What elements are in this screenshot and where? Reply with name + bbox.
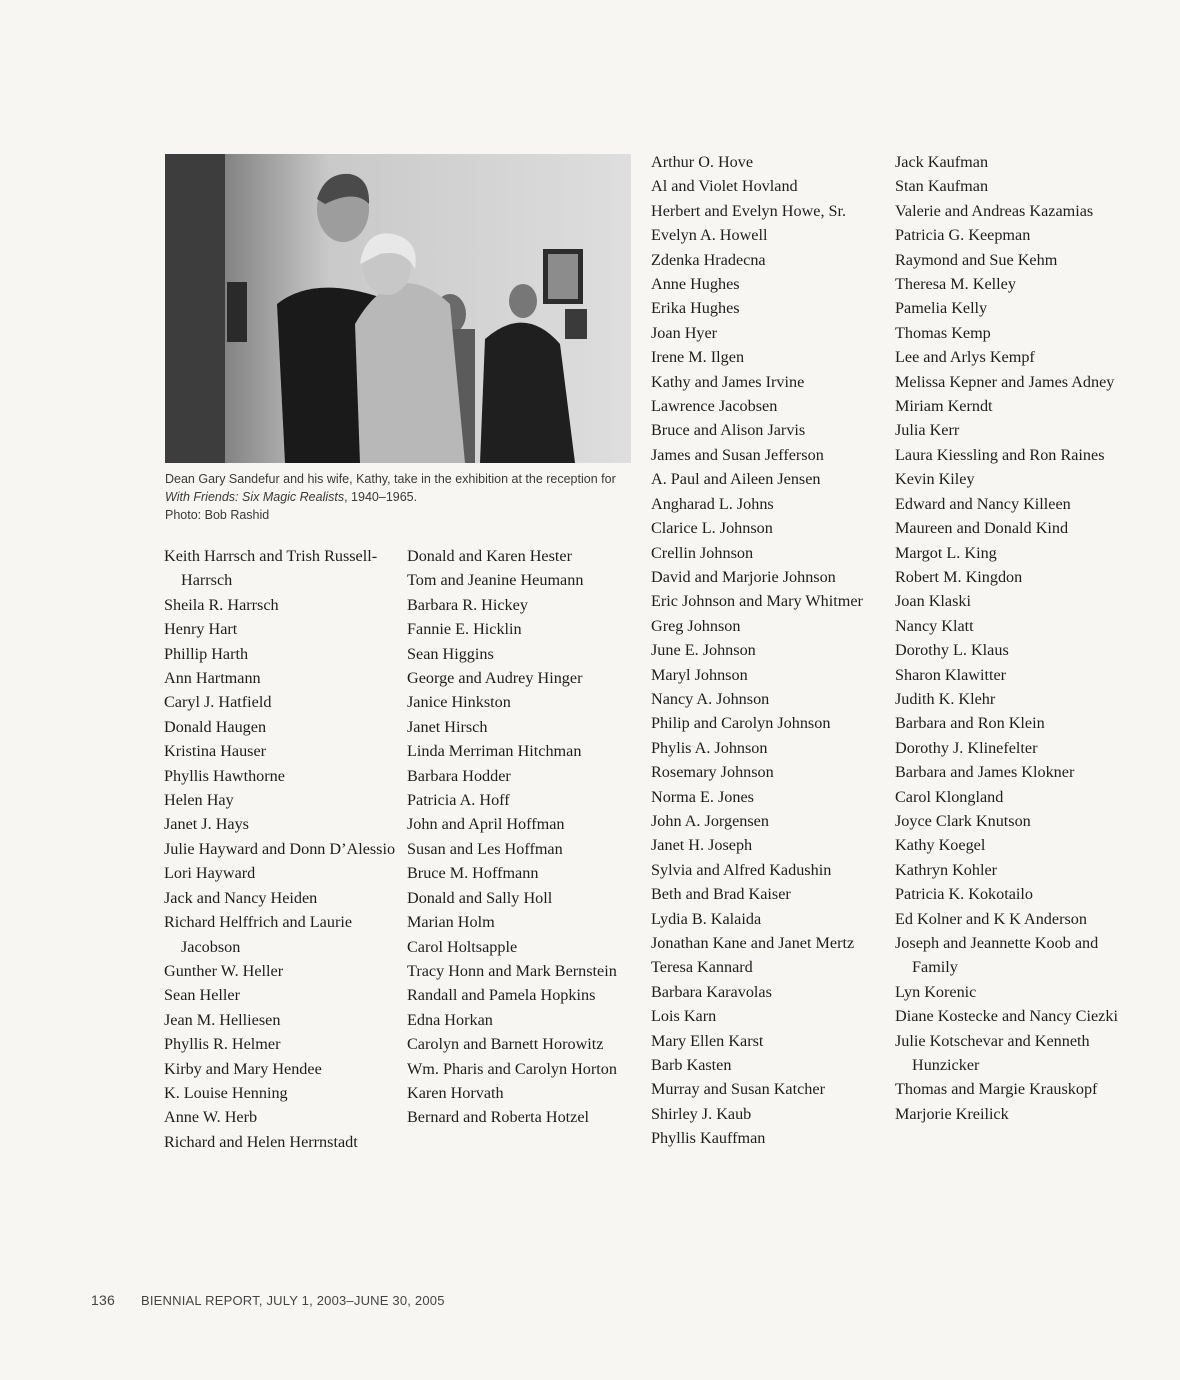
exhibition-title: With Friends: Six Magic Realists [165,490,345,504]
donor-name: Randall and Pamela Hopkins [407,986,596,1005]
donor-name: Angharad L. Johns [651,494,774,513]
donor-name: Sheila R. Harrsch [164,595,279,614]
donor-column-1 [164,544,404,1154]
donor-name: Herbert and Evelyn Howe, Sr. [651,201,847,220]
donor-name: A. Paul and Aileen Jensen [651,470,821,489]
donor-name: Stan Kaufman [895,177,989,196]
donor-name: Mary Ellen Karst [651,1031,764,1050]
donor-name: Ann Hartmann [164,669,261,688]
donor-name: Lois Karn [651,1007,717,1026]
donor-name: Judith K. Klehr [895,689,996,708]
donor-name: Kirby and Mary Hendee [164,1059,322,1078]
donor-name: Norma E. Jones [651,787,754,806]
donor-name: Edward and Nancy Killeen [895,494,1071,513]
donor-name: Valerie and Andreas Kazamias [895,201,1094,220]
donor-name: Arthur O. Hove [651,153,754,171]
donor-name: Evelyn A. Howell [651,226,768,245]
donor-name: Carol Holtsapple [407,937,518,956]
page-footer [91,1292,445,1308]
donor-name: Wm. Pharis and Carolyn Horton [407,1059,617,1078]
donor-name: Bruce and Alison Jarvis [651,421,806,440]
page-number: 136 [91,1292,115,1308]
donor-name: Anne W. Herb [164,1108,258,1127]
donor-name: Barb Kasten [651,1056,732,1075]
donor-name: Lee and Arlys Kempf [895,348,1035,367]
donor-name: Sharon Klawitter [895,665,1007,684]
donor-name: Richard Helffrich and Laurie Jacobson [164,913,353,956]
donor-name: Robert M. Kingdon [895,567,1023,586]
donor-name: Bruce M. Hoffmann [407,864,539,883]
donor-name: Richard and Helen Herrnstadt [164,1132,358,1151]
donor-name: Keith Harrsch and Trish Russell-Harrsch [164,547,378,590]
donor-name: Carolyn and Barnett Horowitz [407,1035,604,1054]
donor-name: Carol Klongland [895,787,1004,806]
donor-name: Erika Hughes [651,299,740,318]
donor-name: Kevin Kiley [895,470,975,489]
donor-name: Zdenka Hradecna [651,250,766,269]
donor-name: Teresa Kannard [651,958,753,977]
donor-name: Linda Merriman Hitchman [407,742,582,761]
donor-name: Crellin Johnson [651,543,754,562]
donor-name: Caryl J. Hatfield [164,693,272,712]
donor-name: Edna Horkan [407,1010,493,1029]
donor-name: Clarice L. Johnson [651,519,773,538]
donor-name: Jack and Nancy Heiden [164,888,318,907]
donor-name: Phyllis Kauffman [651,1129,766,1148]
donor-name: Melissa Kepner and James Adney [895,372,1115,391]
donor-name: Nancy A. Johnson [651,689,770,708]
donor-name: Donald Haugen [164,717,267,736]
donor-name: Tom and Jeanine Heumann [407,571,584,590]
donor-name: John and April Hoffman [407,815,565,834]
donor-name: Phillip Harth [164,644,249,663]
exhibition-photo [165,154,631,463]
donor-name: Beth and Brad Kaiser [651,885,791,904]
donor-name: Gunther W. Heller [164,961,284,980]
donor-name: Margot L. King [895,543,997,562]
donor-name: Thomas Kemp [895,323,991,342]
donor-name: Donald and Sally Holl [407,888,553,907]
donor-name: Barbara Hodder [407,766,511,785]
donor-name: Shirley J. Kaub [651,1104,752,1123]
donor-name: Dorothy J. Klinefelter [895,738,1038,757]
donor-name: James and Susan Jefferson [651,445,824,464]
donor-name: Karen Horvath [407,1083,504,1102]
donor-name: Pamelia Kelly [895,299,988,318]
caption-text: Dean Gary Sandefur and his wife, Kathy, take in the exhibition at the reception for [165,472,616,486]
donor-name: Patricia A. Hoff [407,791,510,810]
donor-name: Donald and Karen Hester [407,547,572,565]
donor-name: Kristina Hauser [164,742,267,761]
donor-column-4 [895,150,1140,1126]
donor-name: Barbara Karavolas [651,982,772,1001]
donor-name: Jean M. Helliesen [164,1010,281,1029]
donor-name: Joyce Clark Knutson [895,811,1031,830]
photo-credit: Photo: Bob Rashid [165,508,270,522]
donor-name: Janice Hinkston [407,693,511,712]
donor-name: Tracy Honn and Mark Bernstein [407,961,617,980]
donor-name: Joan Klaski [895,592,971,611]
donor-name: George and Audrey Hinger [407,669,583,688]
donor-name: June E. Johnson [651,641,756,660]
donor-name: Ed Kolner and K K Anderson [895,909,1087,928]
donor-name: Sylvia and Alfred Kadushin [651,860,832,879]
donor-name: Helen Hay [164,791,234,810]
donor-name: Maryl Johnson [651,665,748,684]
donor-name: Maureen and Donald Kind [895,519,1069,538]
donor-name: Murray and Susan Katcher [651,1080,825,1099]
donor-name: Janet H. Joseph [651,836,753,855]
donor-name: Sean Higgins [407,644,494,663]
caption-dates: , 1940–1965. [344,490,418,504]
donor-name: Philip and Carolyn Johnson [651,714,831,733]
donor-name: Anne Hughes [651,275,740,294]
donor-name: Eric Johnson and Mary Whitmer [651,592,863,611]
donor-name: Joan Hyer [651,323,718,342]
donor-name: Lyn Korenic [895,982,977,1001]
donor-name: K. Louise Henning [164,1083,288,1102]
donor-name: Henry Hart [164,620,238,639]
donor-name: Barbara and Ron Klein [895,714,1045,733]
donor-name: Dorothy L. Klaus [895,641,1009,660]
donor-name: Nancy Klatt [895,616,974,635]
donor-column-3 [651,150,891,1151]
donor-name: Kathryn Kohler [895,860,998,879]
donor-name: Raymond and Sue Kehm [895,250,1058,269]
donor-name: Irene M. Ilgen [651,348,745,367]
donor-name: Fannie E. Hicklin [407,620,522,639]
donor-name: Patricia G. Keepman [895,226,1031,245]
donor-name: Joseph and Jeannette Koob and Family [895,934,1099,977]
donor-name: Julie Hayward and Donn D’Alessio [164,839,396,858]
donor-name: Phyllis R. Helmer [164,1035,281,1054]
donor-name: Barbara R. Hickey [407,595,528,614]
donor-name: Sean Heller [164,986,240,1005]
donor-name: Lydia B. Kalaida [651,909,762,928]
donor-name: John A. Jorgensen [651,811,769,830]
donor-name: Thomas and Margie Krauskopf [895,1080,1098,1099]
donor-name: Phylis A. Johnson [651,738,768,757]
donor-name: Janet J. Hays [164,815,249,834]
donor-name: Bernard and Roberta Hotzel [407,1108,590,1127]
donor-name: Julie Kotschevar and Kenneth Hunzicker [895,1031,1090,1075]
donor-name: Jack Kaufman [895,153,989,171]
donor-name: Laura Kiessling and Ron Raines [895,445,1105,464]
donor-column-2 [407,544,647,1130]
donor-name: Barbara and James Klokner [895,763,1075,782]
photo-caption [165,470,635,524]
donor-name: Julia Kerr [895,421,960,440]
donor-name: Marjorie Kreilick [895,1104,1009,1123]
donor-name: Jonathan Kane and Janet Mertz [651,934,855,952]
donor-name: Al and Violet Hovland [651,177,798,196]
donor-name: Patricia K. Kokotailo [895,885,1034,904]
report-title: BIENNIAL REPORT, JULY 1, 2003–JUNE 30, 2005 [140,1293,445,1308]
donor-name: Kathy and James Irvine [651,372,805,391]
donor-name: Susan and Les Hoffman [407,839,563,858]
donor-name: Rosemary Johnson [651,763,774,782]
donor-name: Miriam Kerndt [895,397,993,416]
donor-name: Kathy Koegel [895,836,986,855]
donor-name: Lawrence Jacobsen [651,397,778,416]
donor-name: Marian Holm [407,913,495,932]
donor-name: Diane Kostecke and Nancy Ciezki [895,1007,1118,1026]
donor-name: Theresa M. Kelley [895,275,1016,294]
donor-name: Greg Johnson [651,616,741,635]
donor-name: David and Marjorie Johnson [651,567,836,586]
donor-name: Phyllis Hawthorne [164,766,285,785]
donor-name: Lori Hayward [164,864,256,883]
donor-name: Janet Hirsch [407,717,488,736]
